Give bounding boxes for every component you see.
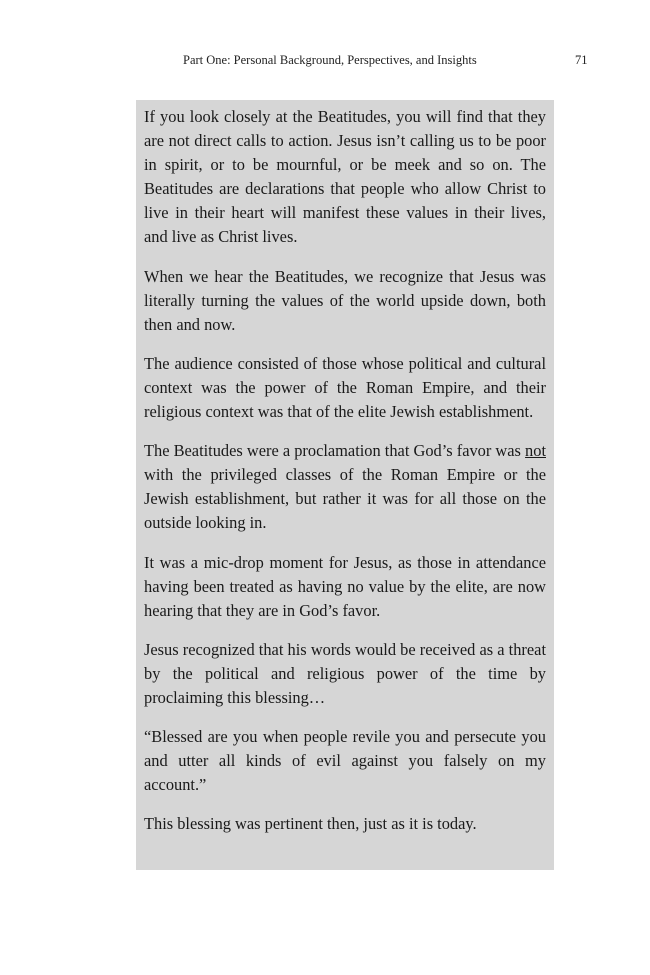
paragraph: It was a mic-drop moment for Jesus, as those in attendance having been treated as having no value by the elite, are now hearing that they are in God’s favor.	[144, 552, 546, 620]
paragraph: Jesus recognized that his words would be received as a threat by the political and religious power of the time by proclaiming this blessing…	[144, 639, 546, 707]
paragraph: This blessing was pertinent then, just as it is today.	[144, 814, 477, 834]
underlined-word: not	[525, 441, 546, 461]
paragraph: If you look closely at the Beatitudes, you will find that they are not direct calls to action. Jesus isn’t calling us to be poor in spirit, or to be mournful, or be meek and so on. The Beatitudes are declarations that people who allow Christ to live in their heart will manifest these values in their lives, and live as Christ lives.	[144, 107, 546, 247]
paragraph: The audience consisted of those whose political and cultural context was the power of the Roman Empire, and their religious context was that of the elite Jewish establishment.	[144, 353, 546, 422]
paragraph-text-before: The Beatitudes were a proclamation that God’s favor was	[144, 441, 526, 461]
running-header	[0, 53, 650, 71]
quotation-paragraph: “Blessed are you when people revile you and persecute you and utter all kinds of evil against you falsely on my account.”	[144, 727, 546, 795]
paragraph: When we hear the Beatitudes, we recognize that Jesus was literally turning the values of the world upside down, both then and now.	[144, 266, 546, 334]
shaded-text-box	[136, 100, 554, 870]
paragraph-text-after: with the privileged classes of the Roman Empire or the Jewish establishment, but rather it was for all those on the outside looking in.	[144, 465, 546, 533]
running-title: Part One: Personal Background, Perspectives, and Insights	[183, 53, 477, 67]
page-number: 71	[575, 53, 588, 67]
paragraph	[144, 439, 546, 535]
